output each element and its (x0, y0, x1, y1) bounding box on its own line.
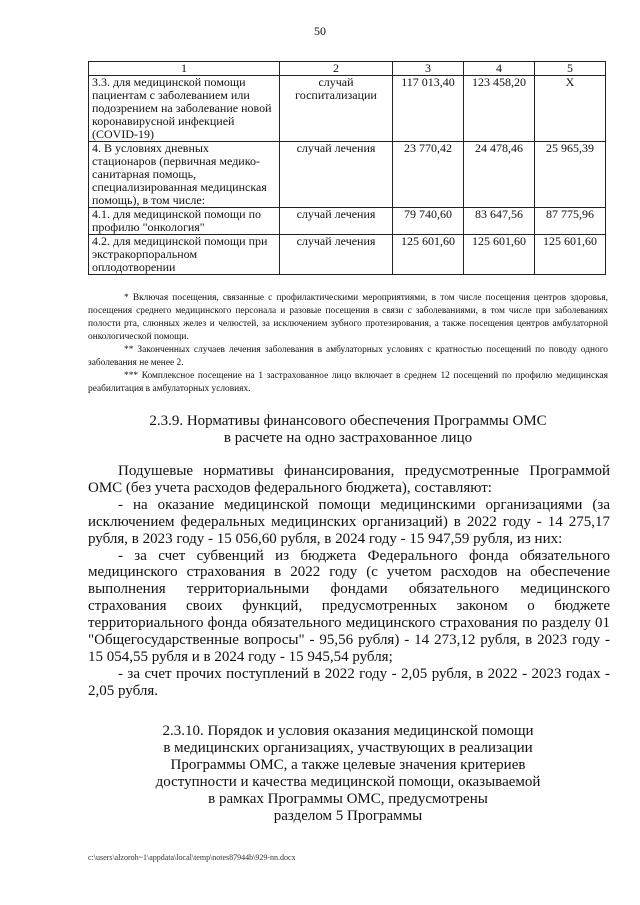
row-unit: случай лечения (280, 142, 393, 208)
page-number: 50 (314, 24, 326, 38)
heading-line: в медицинских организациях, участвующих в реализации (163, 740, 533, 756)
row-name: 3.3. для медицинской помощи пациентам с заболеванием или подозрением на заболевание новой коронавирусной инфекцией (COVID-19) (89, 76, 280, 142)
file-path-footer: c:\users\alzoroh~1\appdata\local\temp\notes87944b\929-nn.docx (88, 853, 296, 862)
row-value-2022: 23 770,42 (393, 142, 464, 208)
financing-table (88, 61, 606, 275)
row-value-2023: 125 601,60 (464, 235, 535, 275)
row-name: 4.1. для медицинской помощи по профилю "онкология" (89, 208, 280, 235)
paragraph: - на оказание медицинской помощи медицинскими организациями (за исключением федеральных медицинских организаций) в 2022 году - 14 275,17 рубля, в 2023 году - 15 056,60 рубля, в 2024 году - 15 947,59 рубля, из них: (88, 496, 610, 547)
footnote: *** Комплексное посещение на 1 застрахованное лицо включает в среднем 12 посещений по профилю медицинская реабилитация в амбулаторных условиях. (88, 371, 608, 394)
row-value-2023: 83 647,56 (464, 208, 535, 235)
row-unit: случай лечения (280, 208, 393, 235)
paragraph: - за счет прочих поступлений в 2022 году - 2,05 рубля, в 2022 - 2023 годах - 2,05 рубля. (88, 665, 610, 699)
heading-line: 2.3.9. Нормативы финансового обеспечения Программы ОМС (149, 413, 547, 429)
row-name: 4. В условиях дневных стационаров (первичная медико-санитарная помощь, специализированная медицинская помощь), в том числе: (89, 142, 280, 208)
table-header-cell: 2 (280, 62, 393, 76)
table-header-row (89, 62, 606, 76)
heading-line: 2.3.10. Порядок и условия оказания медицинской помощи (162, 723, 534, 739)
table-header-cell: 3 (393, 62, 464, 76)
row-name: 4.2. для медицинской помощи при экстракорпоральном оплодотворении (89, 235, 280, 275)
paragraph: - за счет субвенций из бюджета Федерального фонда обязательного медицинского страхования в 2022 году (с учетом расходов на обеспечение выполнения территориальными фондами обязательного медицинского страхования своих функций, предусмотренных законом о бюджете территориального фонда обязательного медицинского страхования по разделу 01 "Общегосударственные вопросы" - 95,56 рубля) - 14 273,12 рубля, в 2023 году - 15 054,55 рубля и в 2024 году - 15 945,54 рубля; (88, 547, 610, 665)
section-body (88, 463, 610, 700)
row-value-2022: 125 601,60 (393, 235, 464, 275)
table-row (89, 76, 606, 142)
section-heading-2-3-10 (88, 723, 608, 825)
heading-line: в рамках Программы ОМС, предусмотрены (208, 791, 488, 807)
table-row (89, 235, 606, 275)
section-heading-2-3-9 (88, 413, 608, 447)
row-value-2024: 25 965,39 (535, 142, 606, 208)
heading-line: в расчете на одно застрахованное лицо (223, 430, 473, 446)
row-unit: случай госпитализации (280, 76, 393, 142)
heading-line: доступности и качества медицинской помощи, оказываемой (155, 774, 541, 790)
row-value-2024: 87 775,96 (535, 208, 606, 235)
row-value-2022: 117 013,40 (393, 76, 464, 142)
footnote: ** Законченных случаев лечения заболевания в амбулаторных условиях с кратностью посещений по поводу одного заболевания не менее 2. (88, 345, 608, 368)
footnotes (88, 292, 608, 396)
paragraph: Подушевые нормативы финансирования, предусмотренные Программой ОМС (без учета расходов федерального бюджета), составляют: (88, 463, 610, 496)
footnote: * Включая посещения, связанные с профилактическими мероприятиями, в том числе посещения центров здоровья, посещения среднего медицинского персонала и разовые посещения в связи с заболеваниями, в том числе при заболеваниях полости рта, слюнных желез и челюстей, за исключением зубного протезирования, а также посещения центров амбулаторной онкологической помощи. (88, 293, 608, 342)
table-header-cell: 1 (89, 62, 280, 76)
heading-line: Программы ОМС, а также целевые значения критериев (170, 757, 526, 773)
row-value-2022: 79 740,60 (393, 208, 464, 235)
row-value-2024: 125 601,60 (535, 235, 606, 275)
heading-line: разделом 5 Программы (273, 808, 423, 824)
row-value-2024: X (535, 76, 606, 142)
row-value-2023: 24 478,46 (464, 142, 535, 208)
row-unit: случай лечения (280, 235, 393, 275)
table-row (89, 142, 606, 208)
table-header-cell: 4 (464, 62, 535, 76)
row-value-2023: 123 458,20 (464, 76, 535, 142)
table-row (89, 208, 606, 235)
table-header-cell: 5 (535, 62, 606, 76)
